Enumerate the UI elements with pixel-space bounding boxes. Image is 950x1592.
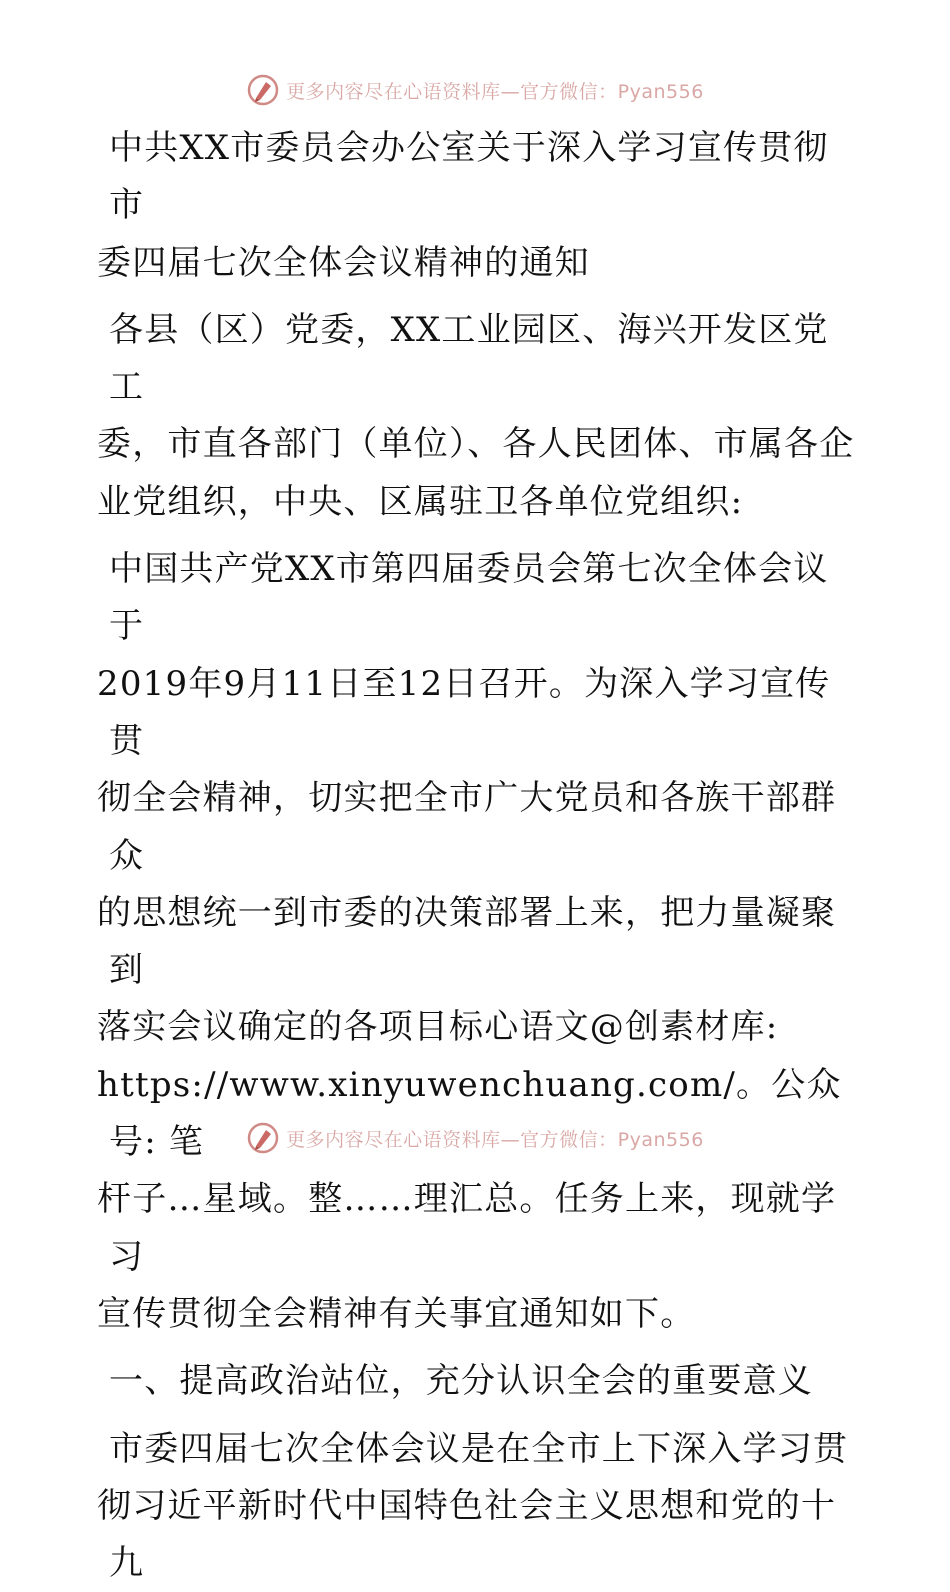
pen-nib-circle-icon bbox=[246, 73, 280, 107]
intro-line-3: 彻全会精神，切实把全市广大党员和各族干部群众 bbox=[97, 778, 837, 876]
banner-slogan: 更多内容尽在心语资料库 bbox=[286, 1128, 501, 1151]
banner-wechat: 官方微信：Pyan556 bbox=[520, 80, 704, 103]
intro-line-6: https://www.xinyuwenchuang.com/。公众号: 笔 bbox=[97, 1064, 842, 1163]
pen-nib-circle-icon bbox=[246, 1121, 280, 1155]
title-line-1: 中共XX市委员会办公室关于深入学习宣传贯彻市 bbox=[109, 128, 829, 226]
intro-line-8: 宣传贯彻全会精神有关事宜通知如下。 bbox=[97, 1293, 696, 1334]
section-1-line-2: 彻习近平新时代中国特色社会主义思想和党的十九 bbox=[97, 1485, 837, 1584]
document-title bbox=[97, 120, 857, 292]
banner-dash: — bbox=[500, 1128, 521, 1151]
title-line-2: 委四届七次全体会议精神的通知 bbox=[97, 242, 590, 283]
banner-wechat: 官方微信：Pyan556 bbox=[520, 1128, 704, 1151]
salutation-line-2: 委，市直各部门（单位）、各人民团体、市属各企 bbox=[97, 424, 855, 465]
salutation bbox=[97, 302, 857, 531]
banner-dash: — bbox=[500, 80, 521, 103]
section-1-heading: 一、提高政治站位，充分认识全会的重要意义 bbox=[109, 1361, 813, 1402]
intro-line-1: 中国共产党XX市第四届委员会第七次全体会议于 bbox=[109, 549, 829, 647]
section-1-paragraph bbox=[97, 1421, 857, 1592]
intro-line-4: 的思想统一到市委的决策部署上来，把力量凝聚到 bbox=[97, 892, 837, 991]
banner-text bbox=[286, 77, 704, 104]
intro-line-2: 2019年9月11日至12日召开。为深入学习宣传贯 bbox=[97, 663, 831, 761]
banner-slogan: 更多内容尽在心语资料库 bbox=[286, 80, 501, 103]
section-1-line-1: 市委四届七次全体会议是在全市上下深入学习贯 bbox=[109, 1428, 849, 1469]
intro-line-7: 杆子…星域。整……理汇总。任务上来，现就学习 bbox=[97, 1179, 837, 1277]
document-body bbox=[97, 120, 857, 1592]
intro-line-5: 落实会议确定的各项目标心语文@创素材库: bbox=[97, 1007, 779, 1048]
intro-paragraph bbox=[97, 541, 857, 1343]
footer-watermark-banner bbox=[0, 1116, 950, 1160]
salutation-line-1: 各县（区）党委，XX工业园区、海兴开发区党工 bbox=[109, 309, 829, 408]
banner-text bbox=[286, 1125, 704, 1152]
salutation-line-3: 业党组织，中央、区属驻卫各单位党组织: bbox=[97, 481, 744, 522]
header-watermark-banner bbox=[0, 68, 950, 112]
